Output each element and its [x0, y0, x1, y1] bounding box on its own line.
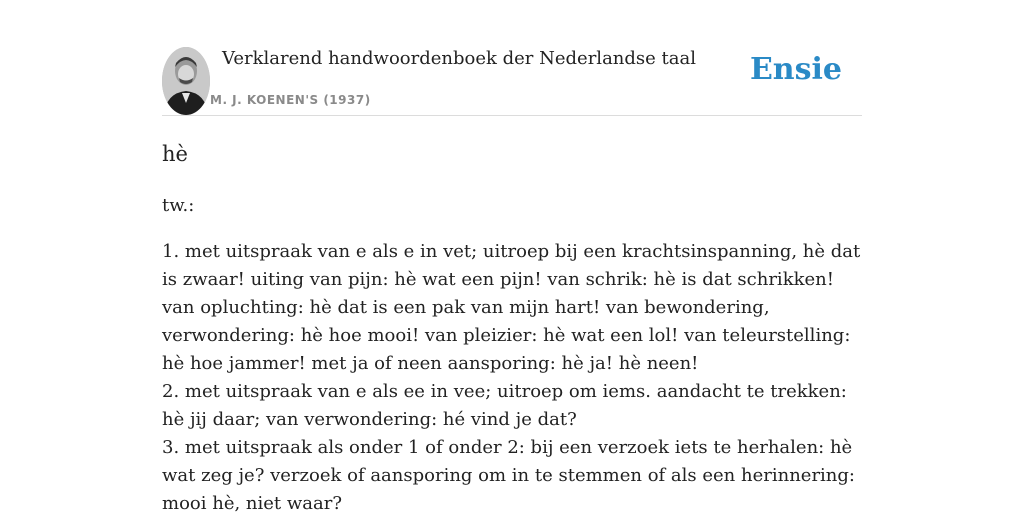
dictionary-subtitle: M. J. KOENEN'S (1937) [210, 93, 371, 107]
author-portrait-icon [162, 47, 210, 115]
dictionary-title: Verklarend handwoordenboek der Nederlandse taal [222, 48, 696, 69]
ensie-logo-link[interactable]: Ensie [749, 52, 842, 87]
definition-list [162, 238, 862, 512]
dictionary-header [162, 46, 862, 116]
headword: hè [162, 142, 188, 166]
dictionary-entry [162, 138, 862, 512]
definition-sense: 3. met uitspraak als onder 1 of onder 2: bij een verzoek iets te herhalen: hè wat zeg je? verzoek of aansporing om in te stemmen of als een herinnering: mooi hè, niet waar? [162, 437, 855, 512]
definition-sense: 1. met uitspraak van e als e in vet; uitroep bij een krachtsinspanning, hè dat is zwaar! uiting van pijn: hè wat een pijn! van schrik: hè is dat schrikken! van opluchting: hè dat is een pak van mijn hart! van bewondering, verwondering: hè hoe mooi! van pleizier: hè wat een lol! van teleurstelling: hè hoe jammer! met ja of neen aansporing: hè ja! hè neen! [162, 241, 861, 374]
definition-sense: 2. met uitspraak van e als ee in vee; uitroep om iems. aandacht te trekken: hè jij daar; van verwondering: hé vind je dat? [162, 381, 847, 430]
part-of-speech: tw.: [162, 195, 195, 216]
